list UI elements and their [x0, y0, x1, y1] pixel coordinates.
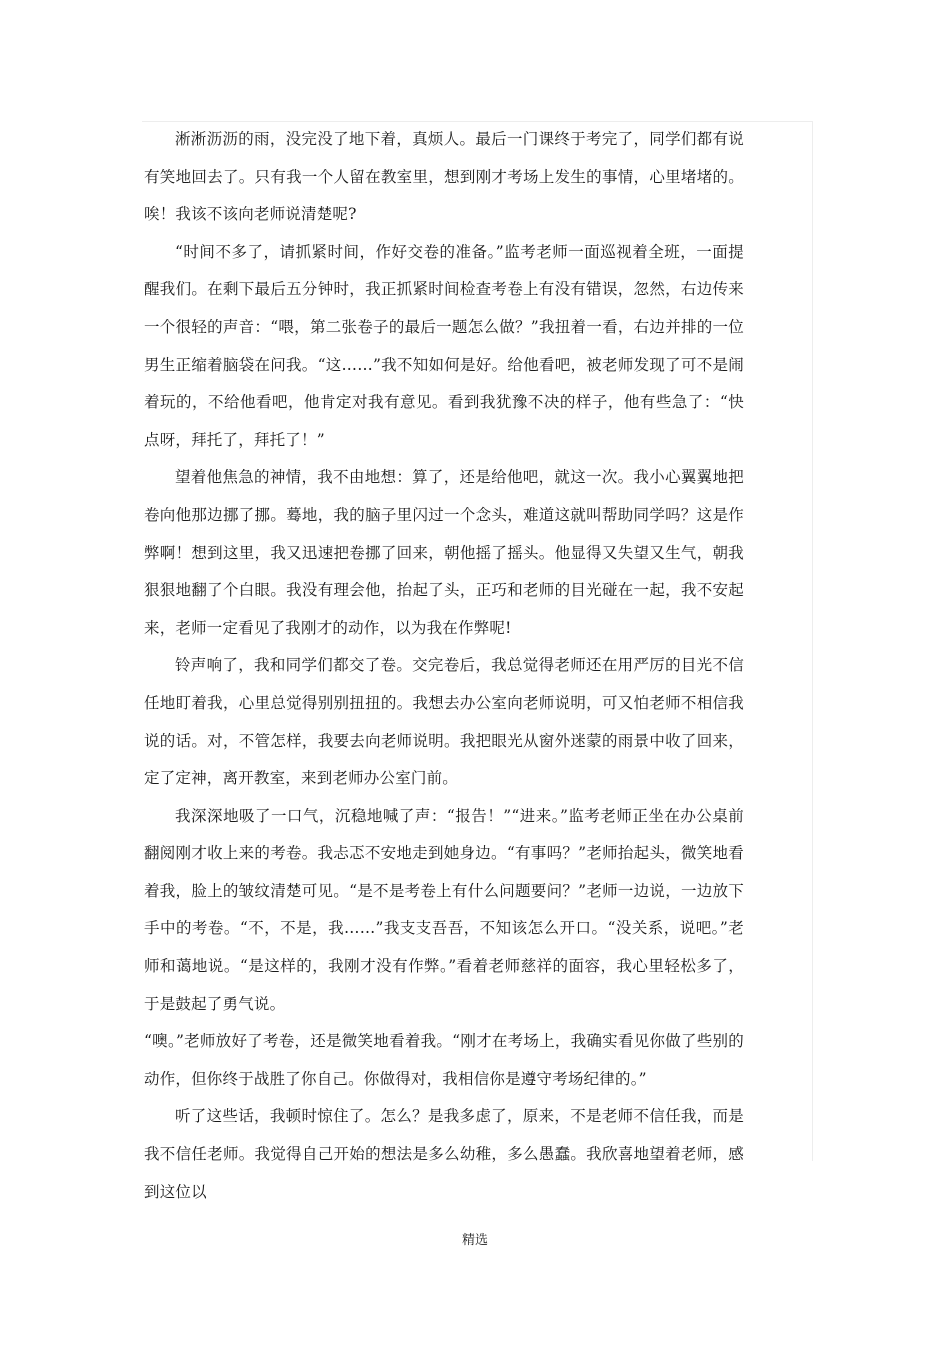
paragraph-3: 望着他焦急的神情，我不由地想：算了，还是给他吧，就这一次。我小心翼翼地把卷向他那边挪了挪。蓦地，我的脑子里闪过一个念头，难道这就叫帮助同学吗？这是作弊啊！想到这里，我又迅速把卷挪了回来，朝他摇了摇头。他显得又失望又生气，朝我狠狠地翻了个白眼。我没有理会他，抬起了头，正巧和老师的目光碰在一起，我不安起来，老师一定看见了我刚才的动作，以为我在作弊呢! [144, 468, 744, 637]
page-footer: 精选 [461, 1233, 488, 1248]
paragraph-4: 铃声响了，我和同学们都交了卷。交完卷后，我总觉得老师还在用严厉的目光不信任地盯着我，心里总觉得别别扭扭的。我想去办公室向老师说明，可又怕老师不相信我说的话。对，不管怎样，我要去向老师说明。我把眼光从窗外迷蒙的雨景中收了回来，定了定神，离开教室，来到老师办公室门前。 [144, 656, 744, 788]
document-body [144, 121, 744, 1201]
paragraph-6: “噢。”老师放好了考卷，还是微笑地看着我。“刚才在考场上，我确实看见你做了些别的动作，但你终于战胜了你自己。你做得对，我相信你是遵守考场纪律的。” [144, 1032, 744, 1088]
paragraph-7: 听了这些话，我顿时惊住了。怎么？是我多虑了，原来，不是老师不信任我，而是我不信任老师。我觉得自己开始的想法是多么幼稚，多么愚蠢。我欣喜地望着老师，感到这位以 [144, 1107, 744, 1201]
paragraph-5: 我深深地吸了一口气，沉稳地喊了声：“报告！”“进来。”监考老师正坐在办公桌前翻阅刚才收上来的考卷。我忐忑不安地走到她身边。“有事吗？”老师抬起头，微笑地看着我，脸上的皱纹清楚可见。“是不是考卷上有什么问题要问？”老师一边说，一边放下手中的考卷。“不，不是，我……”我支支吾吾，不知该怎么开口。“没关系，说吧。”老师和蔼地说。“是这样的，我刚才没有作弊。”看着老师慈祥的面容，我心里轻松多了，于是鼓起了勇气说。 [144, 806, 744, 1013]
paragraph-2: “时间不多了，请抓紧时间，作好交卷的准备。”监考老师一面巡视着全班，一面提醒我们。在剩下最后五分钟时，我正抓紧时间检查考卷上有没有错误，忽然，右边传来一个很轻的声音：“喂，第二张卷子的最后一题怎么做？”我扭着一看，右边并排的一位男生正缩着脑袋在问我。“这……”我不知如何是好。给他看吧，被老师发现了可不是闹着玩的，不给他看吧，他肯定对我有意见。看到我犹豫不决的样子，他有些急了：“快点呀，拜托了，拜托了！” [144, 242, 744, 449]
paragraph-1: 淅淅沥沥的雨，没完没了地下着，真烦人。最后一门课终于考完了，同学们都有说有笑地回去了。只有我一个人留在教室里，想到刚才考场上发生的事情，心里堵堵的。唉！我该不该向老师说清楚呢? [144, 130, 744, 224]
